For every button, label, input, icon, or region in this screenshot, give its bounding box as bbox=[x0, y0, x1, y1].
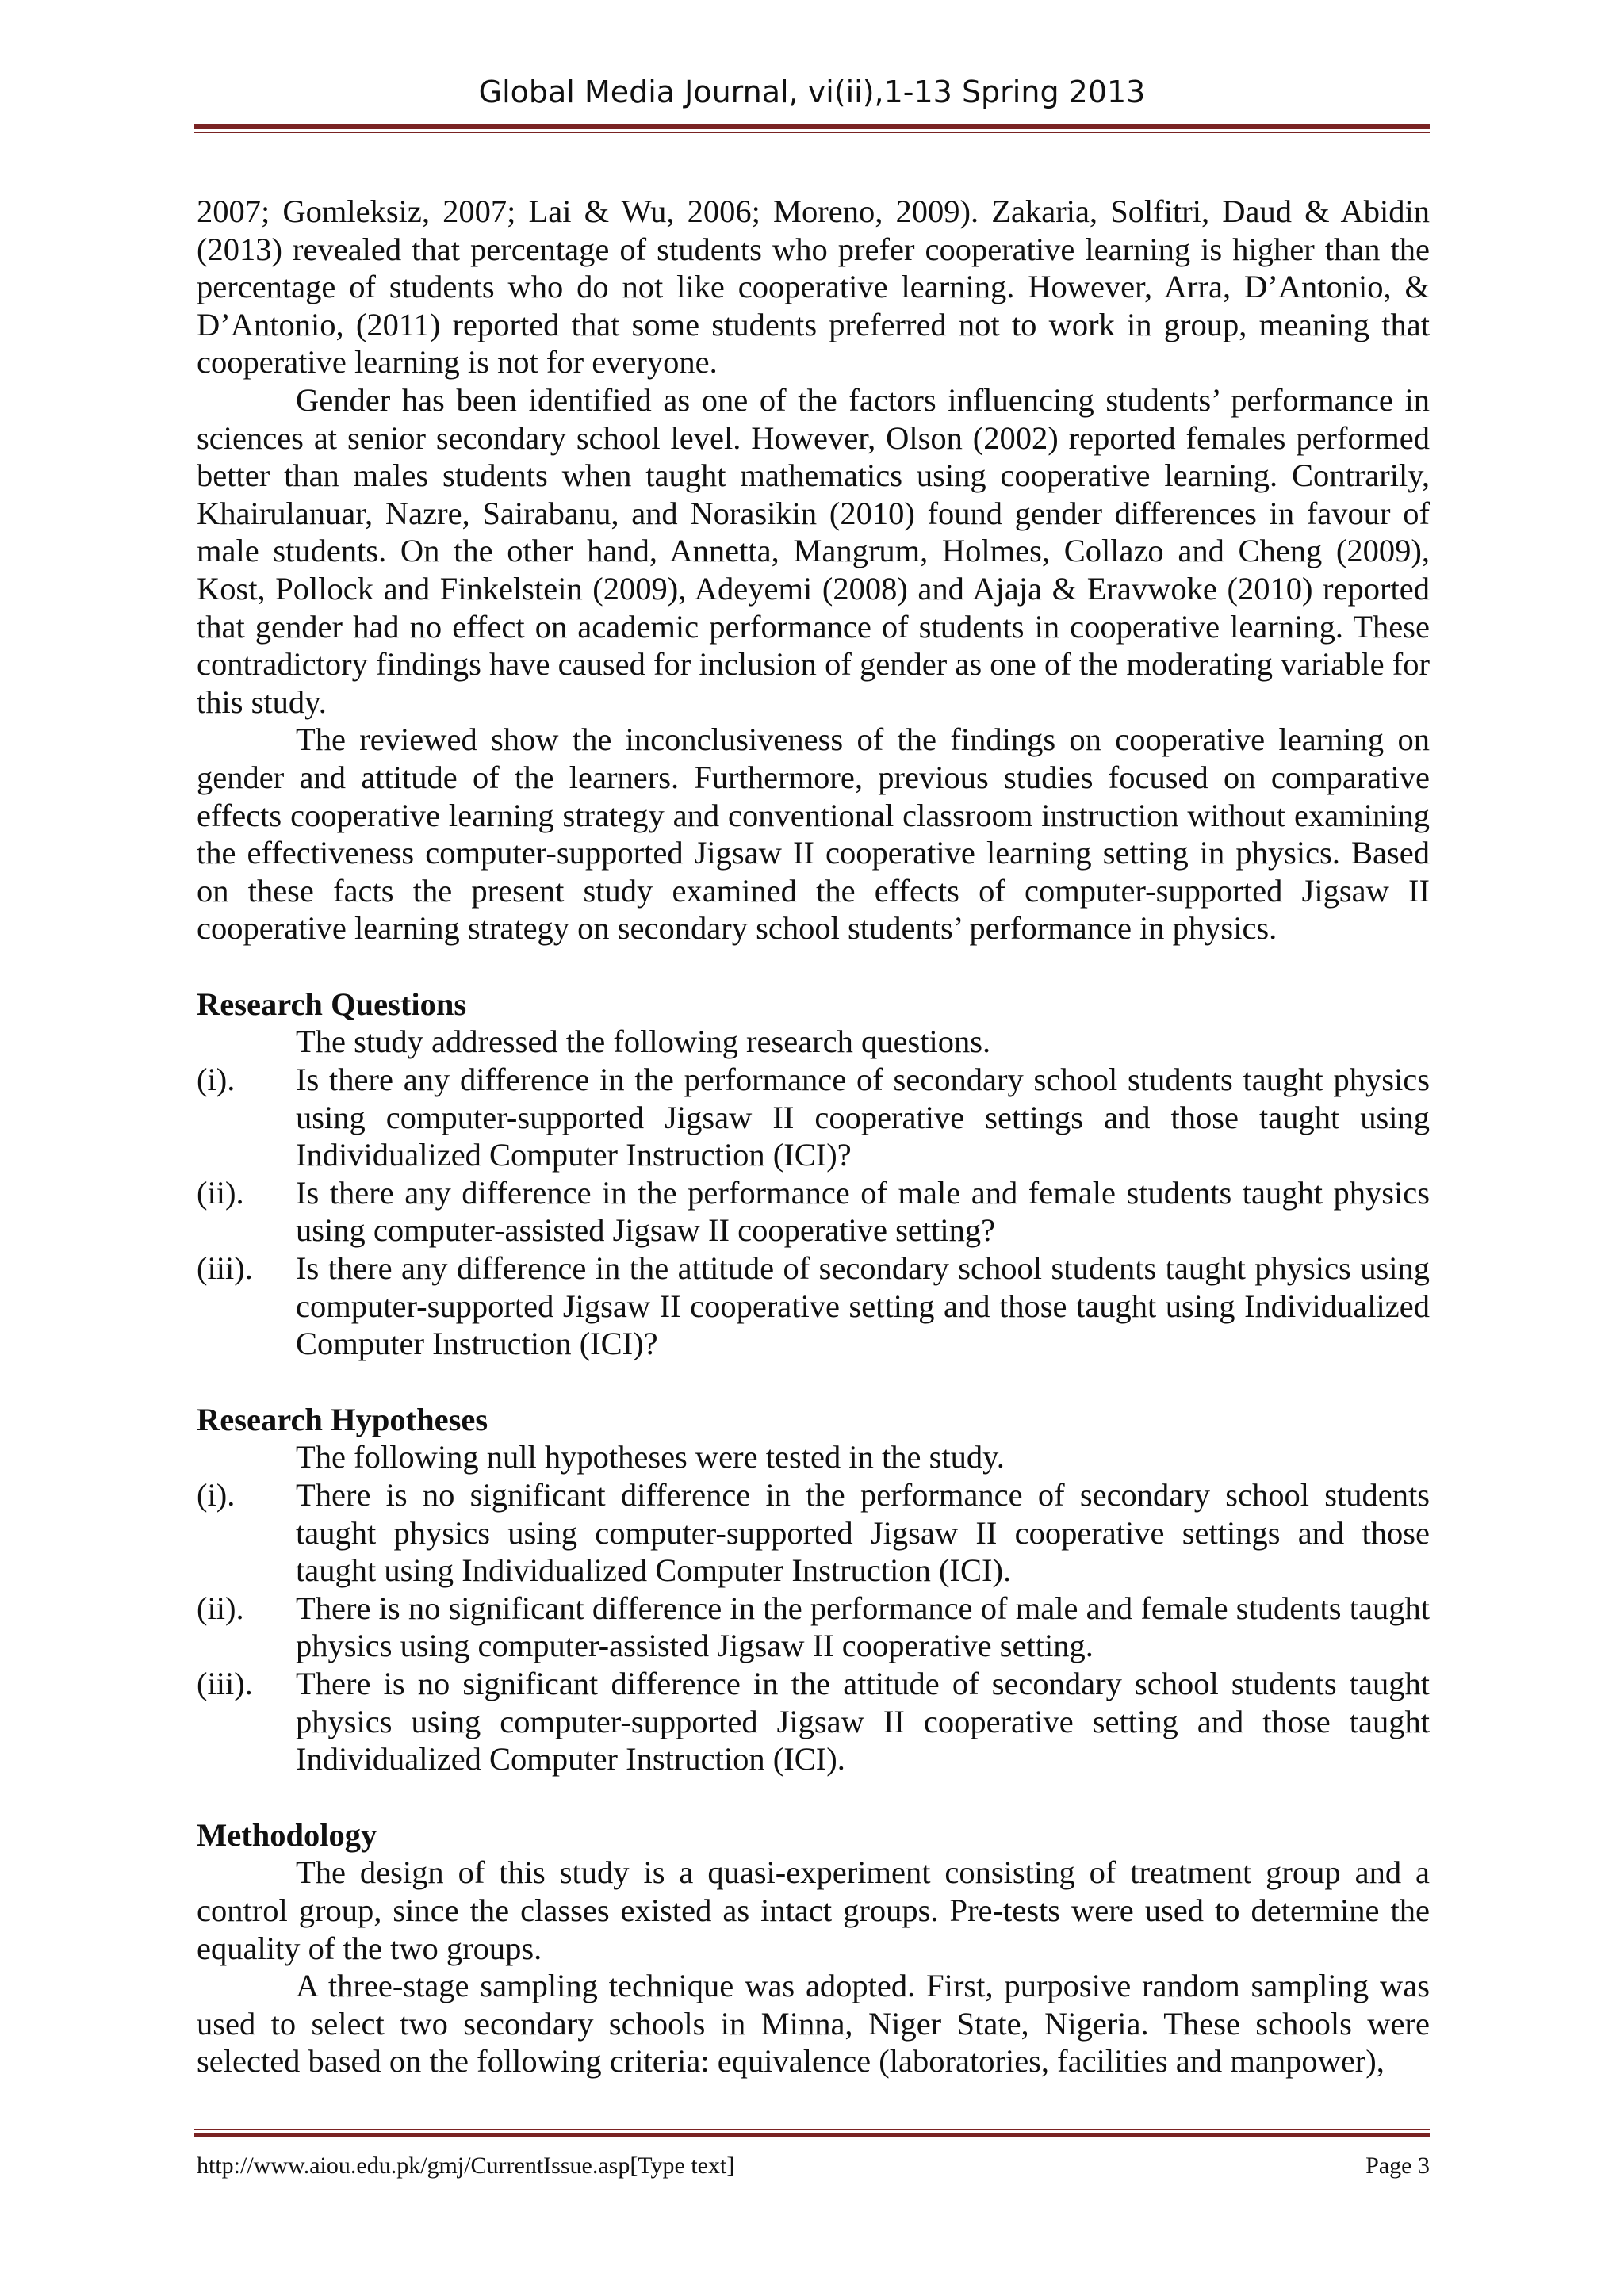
list-number: (iii). bbox=[197, 1250, 253, 1287]
footer-rule-thick bbox=[194, 2133, 1430, 2137]
section-intro: The following null hypotheses were tested in the study. bbox=[296, 1439, 1005, 1475]
header-rule-thick bbox=[194, 124, 1430, 129]
section-heading-research-questions: Research Questions bbox=[197, 985, 467, 1022]
list-number: (ii). bbox=[197, 1590, 244, 1626]
list-item bbox=[197, 1174, 1430, 1249]
list-number: (ii). bbox=[197, 1174, 244, 1211]
list-text: There is no significant difference in the performance of secondary school students taught physics using computer-supported Jigsaw II cooperative settings and those taught using Individualized Computer Instruction (ICI). bbox=[296, 1477, 1430, 1589]
paragraph: A three-stage sampling technique was adopted. First, purposive random sampling was used to select two secondary schools in Minna, Niger State, Nigeria. These schools were selected based on the following criteria: equivalence (laboratories, facilities and manpower), bbox=[197, 1968, 1430, 2080]
page-number: Page 3 bbox=[1365, 2152, 1430, 2179]
list-number: (iii). bbox=[197, 1665, 253, 1701]
paragraph: The design of this study is a quasi-experiment consisting of treatment group and a control group, since the classes existed as intact groups. Pre-tests were used to determine the equality of the two groups. bbox=[197, 1854, 1430, 1966]
list-text: There is no significant difference in the performance of male and female students taught physics using computer-assisted Jigsaw II cooperative setting. bbox=[296, 1590, 1430, 1664]
paragraph: 2007; Gomleksiz, 2007; Lai & Wu, 2006; Moreno, 2009). Zakaria, Solfitri, Daud & Abidin (2013) revealed that percentage of students who prefer cooperative learning is higher than the percentage of students who do not like cooperative learning. However, Arra, D’Antonio, & D’Antonio, (2011) reported that some students preferred not to work in group, meaning that cooperative learning is not for everyone. bbox=[197, 193, 1430, 381]
running-header: Global Media Journal, vi(ii),1-13 Spring 2013 bbox=[478, 75, 1146, 109]
header-rule-thin bbox=[194, 132, 1430, 133]
paragraph: The reviewed show the inconclusiveness of the findings on cooperative learning on gender and attitude of the learners. Furthermore, previous studies focused on comparative effects cooperative learning strategy and conventional classroom instruction without examining the effectiveness computer-supported Jigsaw II cooperative learning setting in physics. Based on these facts the present study examined the effects of computer-supported Jigsaw II cooperative learning strategy on secondary school students’ performance in physics. bbox=[197, 721, 1430, 947]
body-text bbox=[197, 193, 1430, 2080]
list-text: Is there any difference in the attitude of secondary school students taught physics using computer-supported Jigsaw II cooperative setting and those taught using Individualized Computer Instruction (ICI)? bbox=[296, 1250, 1430, 1362]
list-text: Is there any difference in the performance of male and female students taught physics using computer-assisted Jigsaw II cooperative setting? bbox=[296, 1174, 1430, 1249]
list-item bbox=[197, 1061, 1430, 1174]
section-intro: The study addressed the following research questions. bbox=[296, 1024, 991, 1060]
footer-rule-thin bbox=[194, 2129, 1430, 2130]
list-item bbox=[197, 1476, 1430, 1590]
list-item bbox=[197, 1249, 1430, 1363]
list-number: (i). bbox=[197, 1062, 236, 1098]
list-item bbox=[197, 1665, 1430, 1778]
list-number: (i). bbox=[197, 1477, 236, 1513]
paragraph: Gender has been identified as one of the factors influencing students’ performance in sciences at senior secondary school level. However, Olson (2002) reported females performed better than males students when taught mathematics using cooperative learning. Contrarily, Khairulanuar, Nazre, Sairabanu, and Norasikin (2010) found gender differences in favour of male students. On the other hand, Annetta, Mangrum, Holmes, Collazo and Cheng (2009), Kost, Pollock and Finkelstein (2009), Adeyemi (2008) and Ajaja & Eravwoke (2010) reported that gender had no effect on academic performance of students in cooperative learning. These contradictory findings have caused for inclusion of gender as one of the moderating variable for this study. bbox=[197, 381, 1430, 720]
list-item bbox=[197, 1590, 1430, 1665]
section-heading-methodology: Methodology bbox=[197, 1816, 377, 1853]
list-text: There is no significant difference in the attitude of secondary school students taught physics using computer-supported Jigsaw II cooperative setting and those taught Individualized Computer Instruction (ICI). bbox=[296, 1665, 1430, 1777]
footer-url: http://www.aiou.edu.pk/gmj/CurrentIssue.asp[Type text] bbox=[197, 2152, 735, 2179]
section-heading-research-hypotheses: Research Hypotheses bbox=[197, 1401, 488, 1437]
list-text: Is there any difference in the performance of secondary school students taught physics using computer-supported Jigsaw II cooperative settings and those taught using Individualized Computer Instruction (ICI)? bbox=[296, 1062, 1430, 1173]
